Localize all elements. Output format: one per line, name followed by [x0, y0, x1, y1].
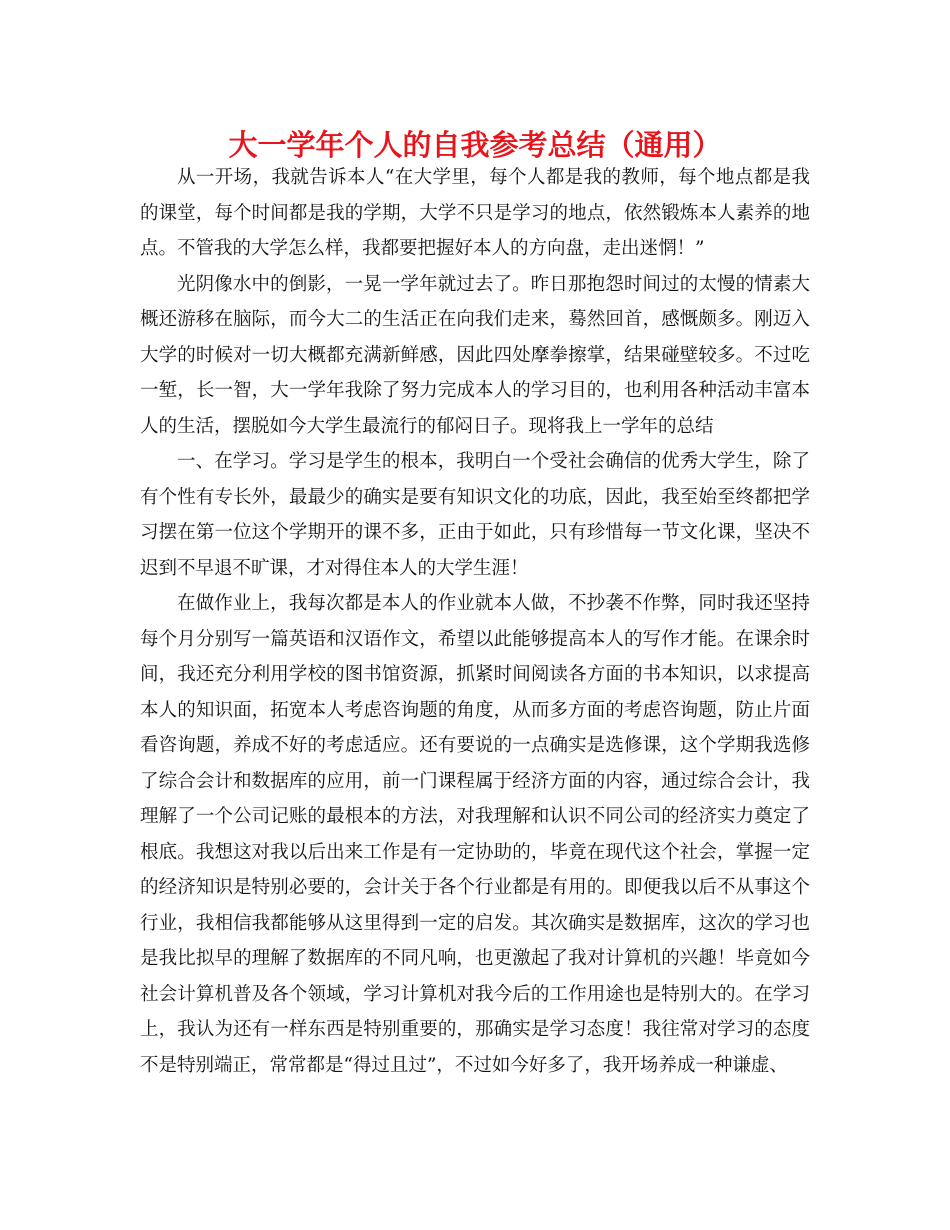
document-body — [140, 160, 810, 1083]
paragraph-homework: 在做作业上，我每次都是本人的作业就本人做，不抄袭不作弊，同时我还坚持每个月分别写一篇英语和汉语作文，希望以此能够提高本人的写作才能。在课余时间，我还充分利用学校的图书馆资源，抓紧时间阅读各方面的书本知识，以求提高本人的知识面，拓宽本人考虑咨询题的角度，从而多方面的考虑咨询题，防止片面看咨询题，养成不好的考虑适应。还有要说的一点确实是选修课，这个学期我选修了综合会计和数据库的应用，前一门课程属于经济方面的内容，通过综合会计，我理解了一个公司记账的最根本的方法，对我理解和认识不同公司的经济实力奠定了根底。我想这对我以后出来工作是有一定协助的，毕竟在现代这个社会，掌握一定的经济知识是特别必要的，会计关于各个行业都是有用的。即便我以后不从事这个行业，我相信我都能够从这里得到一定的启发。其次确实是数据库，这次的学习也是我比拟早的理解了数据库的不同凡响，也更激起了我对计算机的兴趣！毕竟如今社会计算机普及各个领域，学习计算机对我今后的工作用途也是特别大的。在学习上，我认为还有一样东西是特别重要的，那确实是学习态度！我往常对学习的态度不是特别端正，常常都是“得过且过”，不过如今好多了，我开场养成一种谦虚、 — [140, 593, 810, 1076]
paragraph-study: 一、在学习。学习是学生的根本，我明白一个受社会确信的优秀大学生，除了有个性有专长外，最最少的确实是要有知识文化的功底，因此，我至始至终都把学习摆在第一位这个学期开的课不多，正由于如此，只有珍惜每一节文化课，坚决不迟到不早退不旷课，才对得住本人的大学生涯！ — [140, 451, 810, 579]
page-title: 大一学年个人的自我参考总结（通用） — [228, 128, 722, 162]
paragraph-intro: 从一开场，我就告诉本人“在大学里，每个人都是我的教师，每个地点都是我的课堂，每个时间都是我的学期，大学不只是学习的地点，依然锻炼本人素养的地点。不管我的大学怎么样，我都要把握好本人的方向盘，走出迷惘！” — [140, 167, 810, 259]
paragraph-reflection: 光阴像水中的倒影，一晃一学年就过去了。昨日那抱怨时间过的太慢的情素大概还游移在脑际，而今大二的生活正在向我们走来，蓦然回首，感慨颇多。刚迈入大学的时候对一切大概都充满新鲜感，因此四处摩拳擦掌，结果碰壁较多。不过吃一堑，长一智，大一学年我除了努力完成本人的学习目的，也利用各种活动丰富本人的生活，摆脱如今大学生最流行的郁闷日子。现将我上一学年的总结 — [140, 273, 810, 437]
